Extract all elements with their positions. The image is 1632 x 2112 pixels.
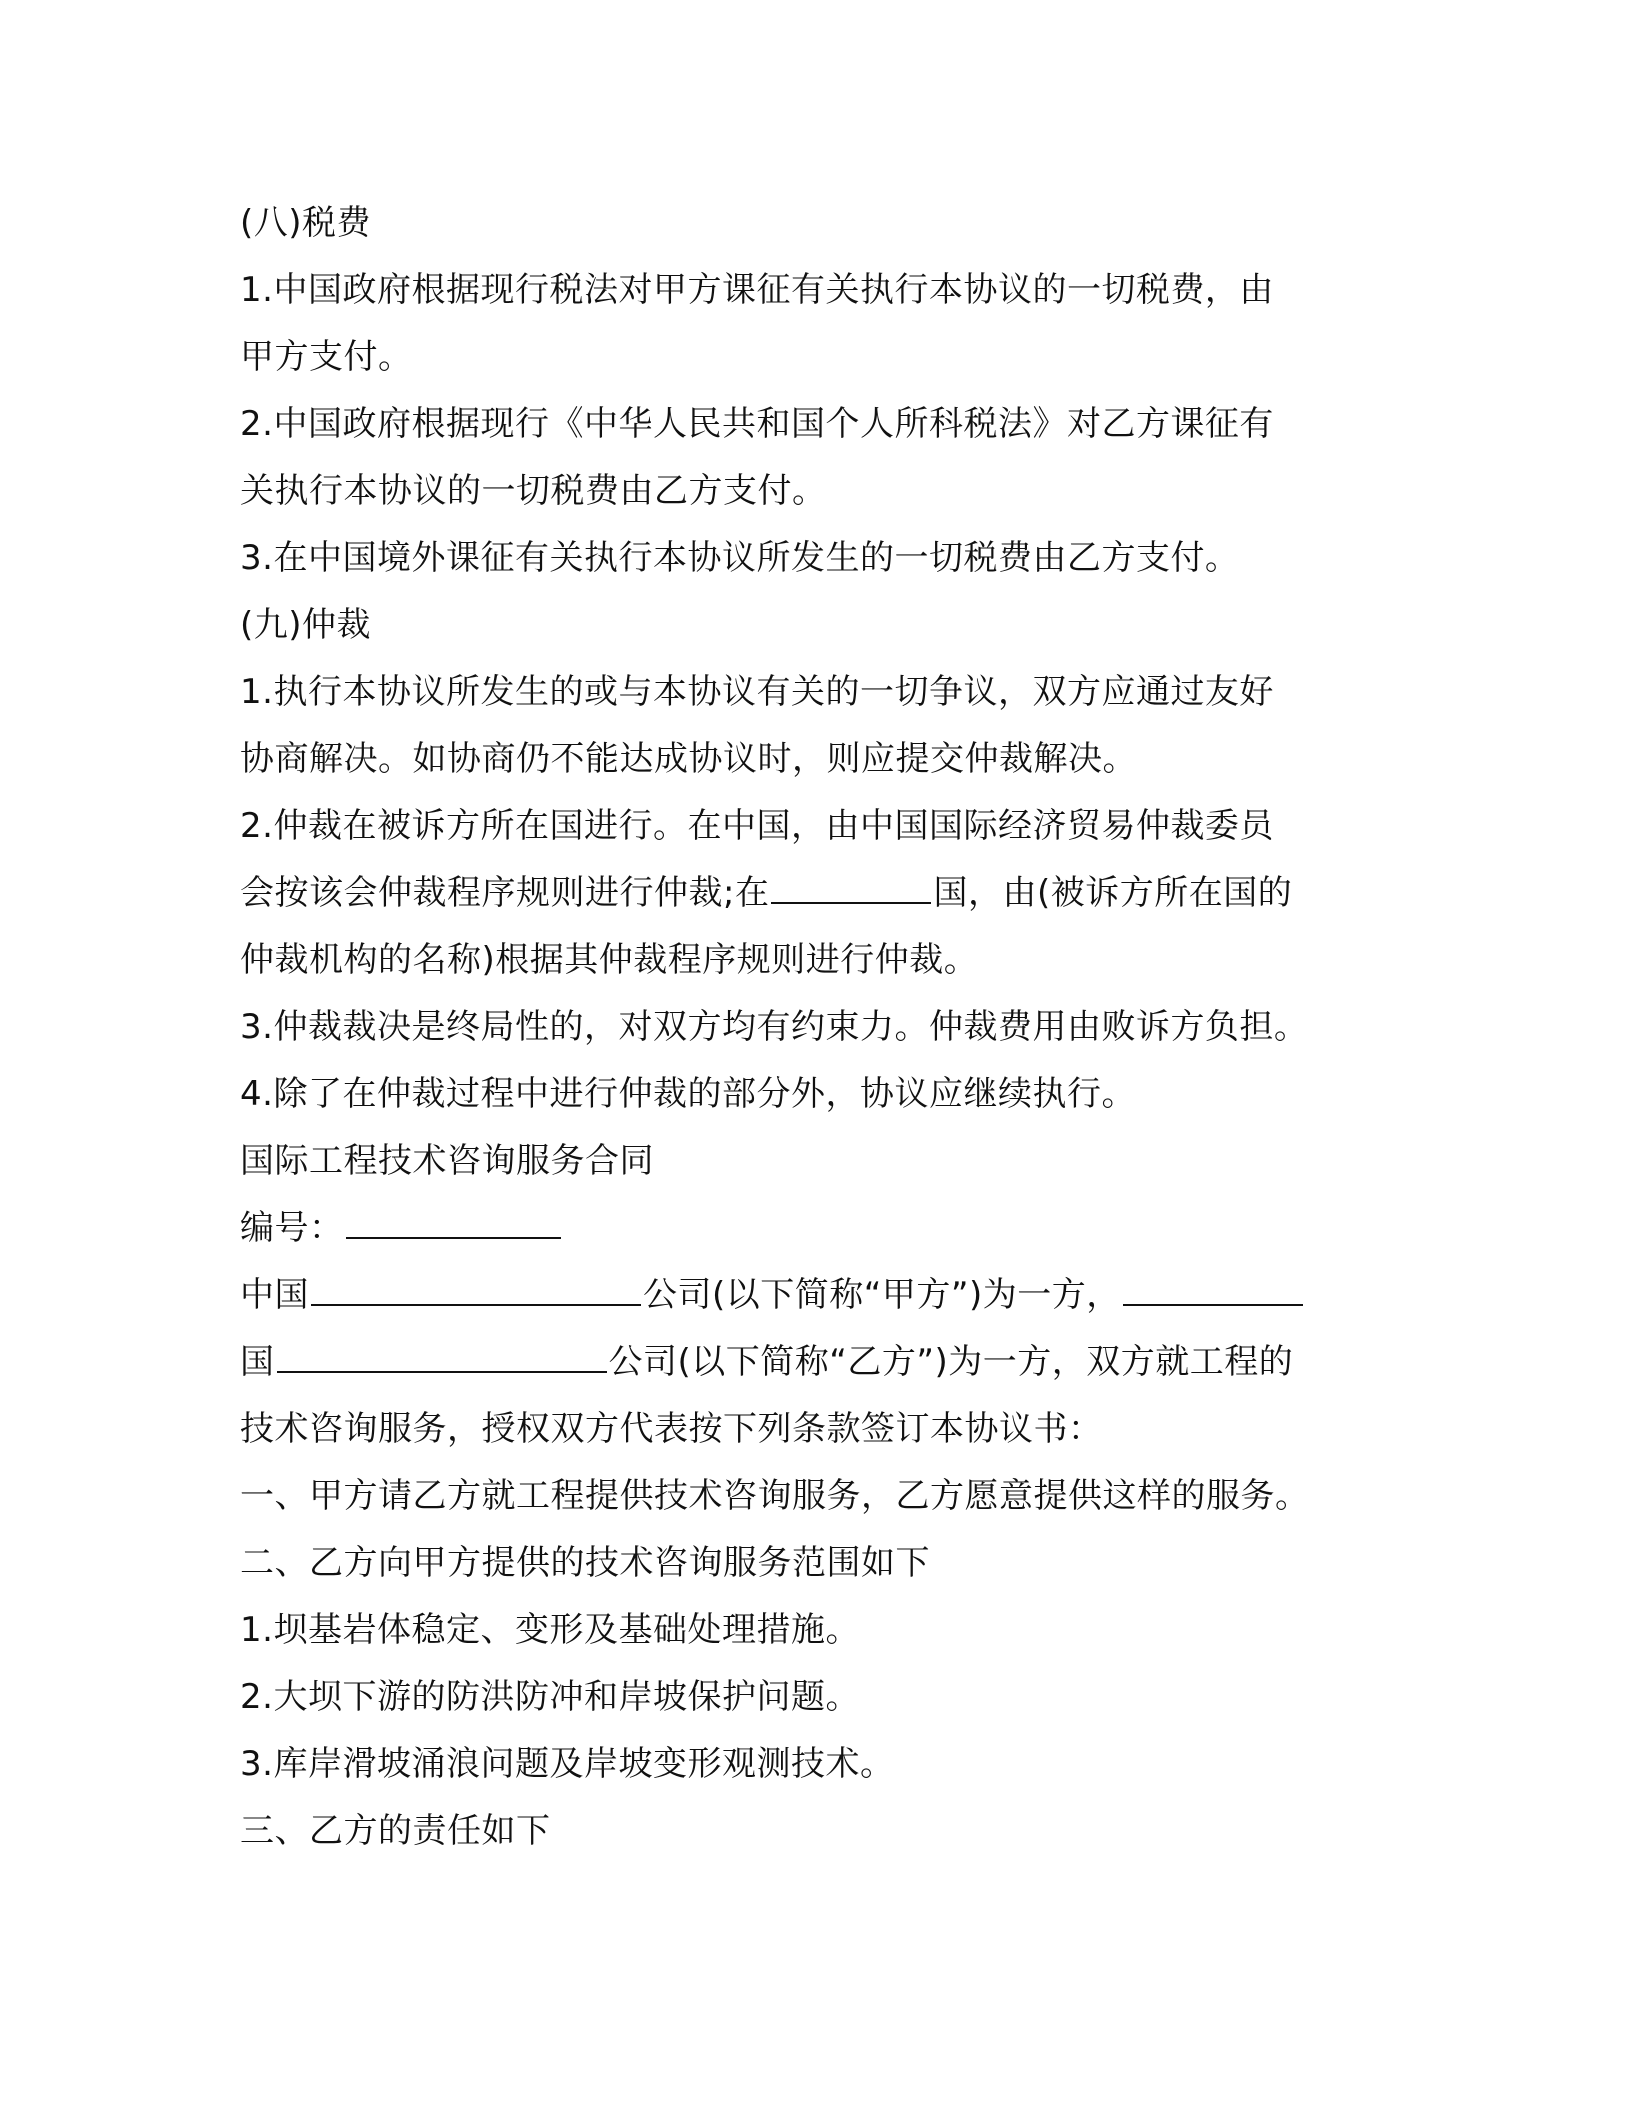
party-a-suffix: 公司(以下简称“甲方”)为一方， (643, 1275, 1121, 1315)
paragraph-line: 甲方支付。 (240, 337, 413, 377)
party-a-company-blank[interactable] (311, 1274, 641, 1306)
paragraph-line: 2.仲裁在被诉方所在国进行。在中国，由中国国际经济贸易仲裁委员 (240, 806, 1274, 846)
list-item: 3.库岸滑坡涌浪问题及岸坡变形观测技术。 (240, 1744, 895, 1784)
party-b-company-blank[interactable] (277, 1341, 607, 1373)
section-heading-arbitration: (九)仲裁 (240, 605, 372, 645)
serial-label: 编号： (240, 1208, 344, 1248)
party-b-suffix: 公司(以下简称“乙方”)为一方，双方就工程的 (608, 1342, 1294, 1382)
clause-heading: 二、乙方向甲方提供的技术咨询服务范围如下 (240, 1543, 930, 1583)
party-a-prefix: 中国 (240, 1275, 309, 1315)
paragraph-line: 关执行本协议的一切税费由乙方支付。 (240, 471, 827, 511)
paragraph-line: 协商解决。如协商仍不能达成协议时，则应提交仲裁解决。 (240, 739, 1137, 779)
paragraph-line: 3.仲裁裁决是终局性的，对双方均有约束力。仲裁费用由败诉方负担。 (240, 1007, 1309, 1047)
paragraph-line: 1.中国政府根据现行税法对甲方课征有关执行本协议的一切税费，由 (240, 270, 1274, 310)
document-body (240, 190, 1400, 1865)
party-b-country-blank[interactable] (1123, 1274, 1303, 1306)
paragraph-line: 4.除了在仲裁过程中进行仲裁的部分外，协议应继续执行。 (240, 1074, 1136, 1114)
paragraph-line: 1.执行本协议所发生的或与本协议有关的一切争议，双方应通过友好 (240, 672, 1274, 712)
paragraph-line: 2.中国政府根据现行《中华人民共和国个人所科税法》对乙方课征有 (240, 404, 1274, 444)
arbitration-country-line (240, 860, 1400, 927)
serial-number-line (240, 1195, 1400, 1262)
paragraph-line: 仲裁机构的名称)根据其仲裁程序规则进行仲裁。 (240, 940, 979, 980)
serial-number-blank[interactable] (346, 1207, 561, 1239)
paragraph-line: 技术咨询服务，授权双方代表按下列条款签订本协议书： (240, 1409, 1103, 1449)
section-heading-taxes: (八)税费 (240, 203, 372, 243)
contract-title: 国际工程技术咨询服务合同 (240, 1141, 654, 1181)
list-item: 2.大坝下游的防洪防冲和岸坡保护问题。 (240, 1677, 860, 1717)
paragraph-line: 3.在中国境外课征有关执行本协议所发生的一切税费由乙方支付。 (240, 538, 1240, 578)
party-b-line (240, 1329, 1400, 1396)
party-a-line (240, 1262, 1400, 1329)
arbitration-text-before: 会按该会仲裁程序规则进行仲裁;在 (240, 873, 770, 913)
party-b-prefix: 国 (240, 1342, 275, 1382)
clause-heading: 一、甲方请乙方就工程提供技术咨询服务，乙方愿意提供这样的服务。 (240, 1476, 1310, 1516)
clause-heading: 三、乙方的责任如下 (240, 1811, 551, 1851)
country-blank[interactable] (771, 872, 931, 904)
list-item: 1.坝基岩体稳定、变形及基础处理措施。 (240, 1610, 860, 1650)
arbitration-text-after: 国，由(被诉方所在国的 (933, 873, 1293, 913)
